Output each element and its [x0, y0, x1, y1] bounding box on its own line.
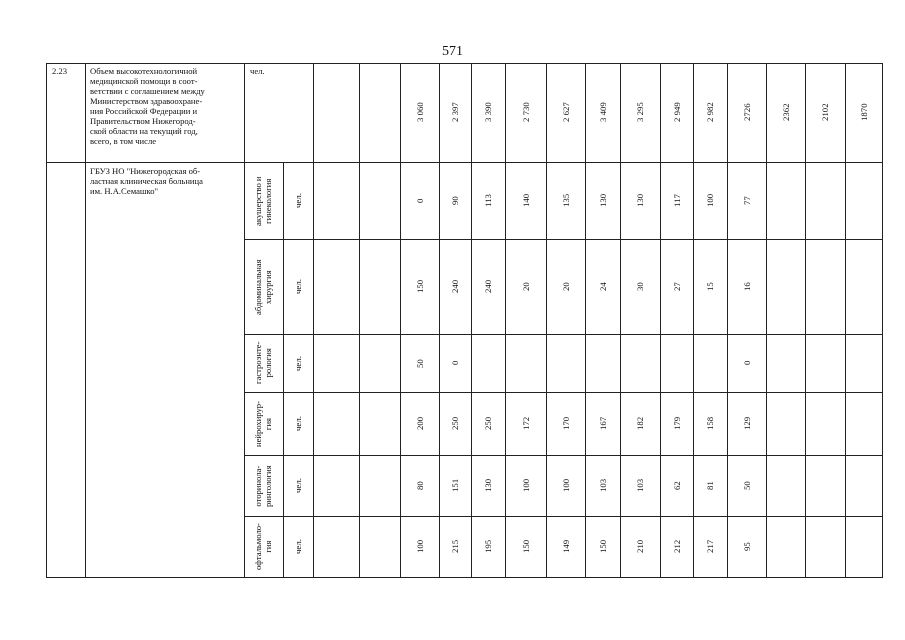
- page-number: 571: [442, 44, 463, 59]
- section-value: 250: [483, 416, 493, 430]
- column-border: [546, 63, 547, 578]
- section-value: 103: [635, 478, 645, 492]
- table-top-border: [46, 63, 882, 64]
- section-value: 16: [741, 282, 752, 291]
- section-value: 0: [450, 360, 460, 365]
- indicator-name-line: Правительством Нижегород-: [90, 116, 196, 126]
- section-value: 135: [560, 193, 571, 207]
- institution-name-line: ГБУЗ НО "Нижегородская об-: [90, 166, 201, 176]
- section-row-border: [244, 334, 882, 335]
- indicator-name-line: ния Российской Федерации и: [90, 106, 198, 116]
- section-value: 117: [671, 194, 682, 207]
- section-label-line: оторинола-: [253, 465, 263, 507]
- section-label-line: абдоминальная: [253, 258, 263, 315]
- section-value: 240: [483, 279, 493, 293]
- column-border: [46, 63, 47, 578]
- section-value: 103: [597, 478, 608, 492]
- section-value: 130: [635, 193, 645, 207]
- column-border: [313, 63, 314, 578]
- section-unit: чел.: [293, 193, 303, 208]
- section-label-line: акушерство и: [253, 175, 263, 226]
- column-border: [471, 63, 472, 578]
- section-label-line: гия: [262, 417, 273, 430]
- section-value: 50: [414, 358, 425, 368]
- section-label: [254, 176, 273, 226]
- section-value: 0: [741, 360, 752, 365]
- section-unit: чел.: [293, 416, 303, 431]
- total-value: 1870: [858, 103, 869, 121]
- section-value: 217: [705, 539, 715, 553]
- section-value: 140: [520, 193, 531, 207]
- column-border: [882, 63, 883, 578]
- section-label-line: гия: [262, 540, 273, 553]
- column-border: [805, 63, 806, 578]
- total-value: 2 730: [520, 102, 531, 122]
- section-value: 210: [635, 539, 645, 553]
- section-value: 179: [671, 416, 682, 430]
- section-unit: чел.: [293, 355, 303, 371]
- section-value: 50: [741, 481, 752, 490]
- total-value: 2102: [820, 103, 830, 121]
- column-border: [505, 63, 506, 578]
- section-label-line: гастроэнте-: [253, 341, 263, 384]
- institution-name: [90, 166, 242, 196]
- column-border: [244, 63, 245, 578]
- total-value: 2 627: [560, 102, 571, 122]
- institution-name-line: ластная клиническая больница: [90, 176, 203, 186]
- section-unit: чел.: [293, 539, 303, 554]
- section-label: [254, 523, 273, 570]
- section-value: 100: [520, 478, 531, 492]
- indicator-name-line: медицинской помощи в соот-: [90, 76, 198, 86]
- section-value: 90: [450, 196, 460, 205]
- section-value: 62: [671, 481, 682, 490]
- total-value: 3 390: [483, 102, 493, 122]
- section-value: 240: [450, 279, 460, 293]
- section-label-line: нейрохирур-: [253, 400, 263, 447]
- section-value: 24: [597, 282, 608, 291]
- section-value: 149: [560, 539, 571, 553]
- section-row-border: [244, 455, 882, 456]
- section-value: 0: [414, 198, 425, 203]
- section-row-border: [244, 516, 882, 517]
- section-value: 150: [414, 279, 425, 293]
- column-border: [766, 63, 767, 578]
- indicator-name-line: ской области на текущий год,: [90, 126, 198, 136]
- indicator-name-line: ветствии с соглашением между: [90, 86, 205, 96]
- total-value: 2726: [741, 103, 752, 121]
- section-value: 129: [741, 416, 752, 430]
- section-label: [254, 401, 273, 447]
- total-value: 2 949: [671, 102, 682, 122]
- column-border: [845, 63, 846, 578]
- indicator-name-line: Министерством здравоохране-: [90, 96, 203, 106]
- section-value: 15: [705, 282, 715, 291]
- column-border: [283, 162, 284, 578]
- section-row-border: [244, 392, 882, 393]
- indicator-name-line: Объем высокотехнологичной: [90, 66, 198, 76]
- section-label: [254, 342, 273, 384]
- section-value: 130: [483, 478, 493, 492]
- section-value: 172: [520, 416, 531, 430]
- section-row-border: [244, 239, 882, 240]
- section-value: 80: [414, 481, 425, 490]
- section-value: 81: [705, 481, 715, 490]
- section-value: 27: [671, 282, 682, 291]
- total-value: 3 409: [597, 102, 608, 122]
- section-value: 95: [741, 542, 752, 551]
- section-label: [254, 465, 273, 507]
- column-border: [660, 63, 661, 578]
- section-label-line: хирургия: [262, 269, 273, 304]
- section-label-line: гинекология: [262, 178, 273, 224]
- section-value: 215: [450, 539, 460, 553]
- column-border: [693, 63, 694, 578]
- section-value: 100: [705, 193, 715, 207]
- column-border: [620, 63, 621, 578]
- section-value: 20: [560, 282, 571, 291]
- section-value: 77: [741, 196, 752, 205]
- column-border: [727, 63, 728, 578]
- section-label: [254, 259, 273, 315]
- section-unit: чел.: [293, 279, 303, 294]
- total-value: 2 982: [705, 102, 715, 122]
- section-label-line: рингология: [262, 464, 273, 507]
- section-value: 170: [560, 416, 571, 430]
- column-border: [400, 63, 401, 578]
- section-value: 151: [450, 478, 460, 492]
- section-value: 195: [483, 539, 493, 553]
- section-value: 100: [560, 478, 571, 492]
- section-label-line: офтальмоло-: [253, 523, 263, 570]
- section-value: 182: [635, 416, 645, 430]
- section-value: 150: [520, 539, 531, 553]
- institution-name-line: им. Н.А.Семашко": [90, 186, 159, 196]
- total-value: 3 060: [414, 102, 425, 122]
- column-border: [585, 63, 586, 578]
- unit-label: чел.: [250, 66, 265, 76]
- column-border: [359, 63, 360, 578]
- section-value: 158: [705, 416, 715, 430]
- indicator-name: [90, 66, 240, 146]
- table-bottom-border: [46, 577, 882, 578]
- total-value: 2 397: [450, 102, 460, 122]
- header-row-border: [46, 162, 882, 163]
- section-label-line: рология: [262, 348, 273, 378]
- total-value: 3 295: [635, 102, 645, 122]
- section-value: 167: [597, 416, 608, 430]
- row-number: 2.23: [52, 66, 68, 76]
- total-value: 2362: [780, 103, 791, 121]
- section-value: 130: [597, 193, 608, 207]
- section-value: 150: [597, 539, 608, 553]
- section-value: 30: [635, 282, 645, 291]
- section-value: 113: [483, 194, 493, 207]
- column-border: [439, 63, 440, 578]
- column-border: [85, 63, 86, 578]
- section-unit: чел.: [293, 478, 303, 493]
- indicator-name-line: всего, в том числе: [90, 136, 157, 146]
- section-value: 200: [414, 416, 425, 430]
- section-value: 20: [520, 282, 531, 291]
- section-value: 212: [671, 539, 682, 553]
- section-value: 250: [450, 416, 460, 430]
- section-value: 100: [414, 539, 425, 553]
